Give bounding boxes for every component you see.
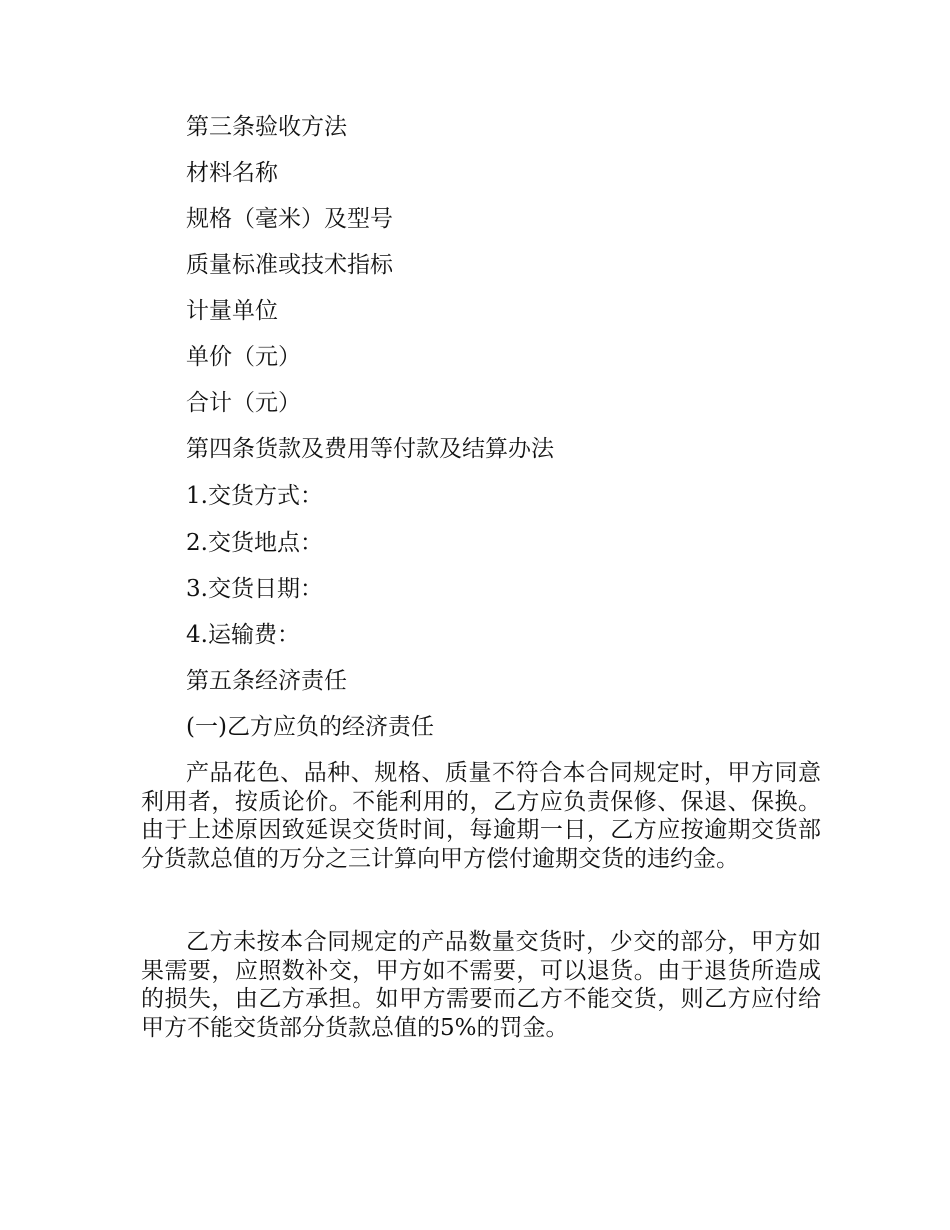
paragraph-quality-liability: 产品花色、品种、规格、质量不符合本合同规定时，甲方同意利用者，按质论价。不能利用的，乙方应负责保修、保退、保换。由于上述原因致延误交货时间，每逾期一日，乙方应按逾期交货部分货款总值的万分之三计算向甲方偿付逾期交货的违约金。 [141,760,821,872]
total-line: 合计（元） [186,390,301,416]
transport-fee-line: 4.运输费： [186,622,300,648]
quality-standard-line: 质量标准或技术指标 [186,252,393,278]
article-3-heading: 第三条验收方法 [186,114,347,140]
spec-model-line: 规格（毫米）及型号 [186,206,393,232]
delivery-place-line: 2.交货地点： [186,530,323,556]
material-name-line: 材料名称 [186,160,278,186]
delivery-date-line: 3.交货日期： [186,576,323,602]
delivery-method-line: 1.交货方式： [186,483,323,509]
article-5-heading: 第五条经济责任 [186,668,347,694]
party-b-liability-heading: (一)乙方应负的经济责任 [186,714,434,740]
unit-price-line: 单价（元） [186,344,301,370]
unit-line: 计量单位 [186,298,278,324]
paragraph-quantity-liability: 乙方未按本合同规定的产品数量交货时，少交的部分，甲方如果需要，应照数补交，甲方如不需要，可以退货。由于退货所造成的损失，由乙方承担。如甲方需要而乙方不能交货，则乙方应付给甲方不能交货部分货款总值的5%的罚金。 [141,929,821,1041]
article-4-heading: 第四条货款及费用等付款及结算办法 [186,436,554,462]
